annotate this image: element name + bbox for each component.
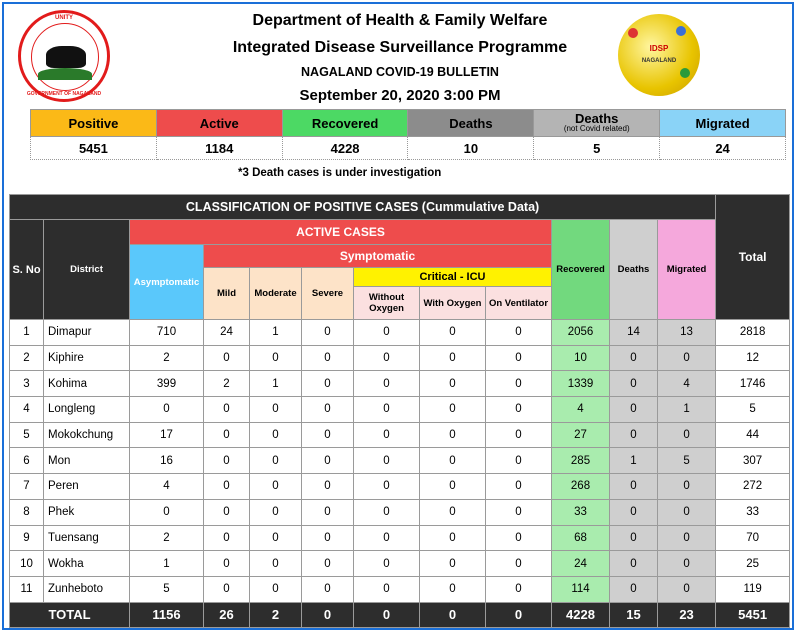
cell-without-oxygen: 0 (354, 551, 420, 577)
cell-with-oxygen: 0 (420, 525, 486, 551)
total-mild: 26 (204, 602, 250, 627)
table-row (10, 499, 790, 525)
cell-without-oxygen: 0 (354, 576, 420, 602)
cell-sno: 11 (10, 576, 44, 602)
cell-deaths: 0 (610, 397, 658, 423)
cell-asymptomatic: 17 (130, 422, 204, 448)
cell-recovered: 4 (552, 397, 610, 423)
cell-with-oxygen: 0 (420, 474, 486, 500)
header-moderate: Moderate (250, 268, 302, 320)
idsp-logo-text: IDSP (649, 44, 669, 53)
cell-sno: 10 (10, 551, 44, 577)
header-severe: Severe (302, 268, 354, 320)
summary-header-active: Active (156, 110, 282, 137)
cell-sno: 7 (10, 474, 44, 500)
header-deaths: Deaths (610, 220, 658, 320)
cell-moderate: 0 (250, 551, 302, 577)
summary-value-positive: 5451 (31, 137, 157, 160)
total-migrated: 23 (658, 602, 716, 627)
summary-value-deaths-non-covid: 5 (534, 137, 660, 160)
cell-migrated: 0 (658, 499, 716, 525)
cell-migrated: 5 (658, 448, 716, 474)
cell-on-ventilator: 0 (486, 576, 552, 602)
cell-recovered: 268 (552, 474, 610, 500)
cell-total: 119 (716, 576, 790, 602)
cell-mild: 0 (204, 551, 250, 577)
cell-sno: 5 (10, 422, 44, 448)
table-title: CLASSIFICATION OF POSITIVE CASES (Cummulative Data) (10, 195, 716, 220)
cell-sno: 6 (10, 448, 44, 474)
summary-header-deaths: Deaths (408, 110, 534, 137)
cell-asymptomatic: 0 (130, 499, 204, 525)
table-row (10, 448, 790, 474)
cell-moderate: 0 (250, 525, 302, 551)
header-critical-icu: Critical - ICU (354, 268, 552, 287)
cell-total: 5 (716, 397, 790, 423)
summary-value-active: 1184 (156, 137, 282, 160)
header-sno: S. No (10, 220, 44, 320)
cell-district: Tuensang (44, 525, 130, 551)
cell-without-oxygen: 0 (354, 320, 420, 346)
table-row (10, 551, 790, 577)
table-row (10, 422, 790, 448)
cell-migrated: 0 (658, 576, 716, 602)
cell-severe: 0 (302, 397, 354, 423)
department-title: Department of Health & Family Welfare (252, 12, 548, 29)
table-row (10, 525, 790, 551)
cell-migrated: 0 (658, 551, 716, 577)
cell-moderate: 0 (250, 576, 302, 602)
cell-without-oxygen: 0 (354, 499, 420, 525)
header-migrated: Migrated (658, 220, 716, 320)
cell-district: Mokokchung (44, 422, 130, 448)
cell-recovered: 27 (552, 422, 610, 448)
cell-migrated: 0 (658, 422, 716, 448)
cell-asymptomatic: 0 (130, 397, 204, 423)
cell-mild: 0 (204, 448, 250, 474)
cell-total: 33 (716, 499, 790, 525)
cell-moderate: 0 (250, 397, 302, 423)
cell-on-ventilator: 0 (486, 397, 552, 423)
cell-district: Kohima (44, 371, 130, 397)
summary-value-migrated: 24 (660, 137, 786, 160)
cell-recovered: 1339 (552, 371, 610, 397)
classification-table (9, 194, 790, 628)
header-asymptomatic: Asymptomatic (130, 245, 204, 320)
cell-district: Longleng (44, 397, 130, 423)
cell-severe: 0 (302, 525, 354, 551)
total-with-oxygen: 0 (420, 602, 486, 627)
cell-district: Dimapur (44, 320, 130, 346)
cell-without-oxygen: 0 (354, 371, 420, 397)
cell-sno: 1 (10, 320, 44, 346)
cell-mild: 0 (204, 422, 250, 448)
total-total: 5451 (716, 602, 790, 627)
idsp-logo-subtext: NAGALAND (641, 58, 677, 64)
cell-with-oxygen: 0 (420, 397, 486, 423)
cell-total: 70 (716, 525, 790, 551)
cell-with-oxygen: 0 (420, 448, 486, 474)
cell-district: Peren (44, 474, 130, 500)
investigation-note: *3 Death cases is under investigation (238, 167, 442, 179)
cell-with-oxygen: 0 (420, 576, 486, 602)
cell-total: 2818 (716, 320, 790, 346)
cell-mild: 24 (204, 320, 250, 346)
cell-deaths: 0 (610, 371, 658, 397)
cell-sno: 4 (10, 397, 44, 423)
cell-total: 1746 (716, 371, 790, 397)
summary-value-recovered: 4228 (282, 137, 408, 160)
cell-sno: 9 (10, 525, 44, 551)
total-without-oxygen: 0 (354, 602, 420, 627)
cell-district: Zunheboto (44, 576, 130, 602)
cell-with-oxygen: 0 (420, 422, 486, 448)
total-deaths: 15 (610, 602, 658, 627)
cell-severe: 0 (302, 422, 354, 448)
cell-asymptomatic: 710 (130, 320, 204, 346)
cell-migrated: 0 (658, 474, 716, 500)
cell-severe: 0 (302, 499, 354, 525)
total-row (10, 602, 790, 627)
cell-with-oxygen: 0 (420, 320, 486, 346)
table-row (10, 576, 790, 602)
cell-mild: 2 (204, 371, 250, 397)
cell-deaths: 0 (610, 576, 658, 602)
cell-deaths: 1 (610, 448, 658, 474)
cell-on-ventilator: 0 (486, 499, 552, 525)
cell-migrated: 4 (658, 371, 716, 397)
cell-deaths: 0 (610, 345, 658, 371)
table-row (10, 320, 790, 346)
cell-with-oxygen: 0 (420, 551, 486, 577)
cell-without-oxygen: 0 (354, 397, 420, 423)
cell-without-oxygen: 0 (354, 525, 420, 551)
cell-without-oxygen: 0 (354, 422, 420, 448)
cell-severe: 0 (302, 320, 354, 346)
header-mild: Mild (204, 268, 250, 320)
summary-header-positive: Positive (31, 110, 157, 137)
cell-deaths: 0 (610, 422, 658, 448)
cell-asymptomatic: 5 (130, 576, 204, 602)
cell-moderate: 0 (250, 422, 302, 448)
cell-moderate: 0 (250, 474, 302, 500)
cell-recovered: 68 (552, 525, 610, 551)
summary-header-deaths-non-covid: Deaths (not Covid related) (534, 110, 660, 137)
cell-on-ventilator: 0 (486, 525, 552, 551)
cell-on-ventilator: 0 (486, 320, 552, 346)
cell-total: 44 (716, 422, 790, 448)
summary-header-migrated: Migrated (660, 110, 786, 137)
seal-top-text: UNITY (55, 15, 73, 21)
cell-asymptomatic: 1 (130, 551, 204, 577)
cell-severe: 0 (302, 371, 354, 397)
cell-migrated: 0 (658, 525, 716, 551)
total-asymptomatic: 1156 (130, 602, 204, 627)
cell-moderate: 0 (250, 499, 302, 525)
cell-migrated: 1 (658, 397, 716, 423)
cell-asymptomatic: 2 (130, 525, 204, 551)
header-recovered: Recovered (552, 220, 610, 320)
cell-moderate: 1 (250, 320, 302, 346)
header-district: District (44, 220, 130, 320)
cell-district: Mon (44, 448, 130, 474)
table-row (10, 474, 790, 500)
cell-asymptomatic: 2 (130, 345, 204, 371)
summary-table (30, 109, 786, 160)
cell-mild: 0 (204, 474, 250, 500)
cell-moderate: 0 (250, 345, 302, 371)
header-without-oxygen: Without Oxygen (354, 287, 420, 320)
cell-severe: 0 (302, 576, 354, 602)
total-label: TOTAL (10, 602, 130, 627)
cell-with-oxygen: 0 (420, 345, 486, 371)
cell-sno: 8 (10, 499, 44, 525)
cell-without-oxygen: 0 (354, 448, 420, 474)
cell-district: Kiphire (44, 345, 130, 371)
cell-moderate: 0 (250, 448, 302, 474)
cell-mild: 0 (204, 499, 250, 525)
bulletin-datetime: September 20, 2020 3:00 PM (299, 87, 501, 104)
cell-with-oxygen: 0 (420, 499, 486, 525)
table-row (10, 371, 790, 397)
summary-value-deaths: 10 (408, 137, 534, 160)
cell-asymptomatic: 16 (130, 448, 204, 474)
cell-on-ventilator: 0 (486, 474, 552, 500)
cell-total: 272 (716, 474, 790, 500)
cell-severe: 0 (302, 448, 354, 474)
cell-severe: 0 (302, 551, 354, 577)
cell-migrated: 13 (658, 320, 716, 346)
cell-recovered: 10 (552, 345, 610, 371)
cell-district: Phek (44, 499, 130, 525)
cell-sno: 3 (10, 371, 44, 397)
cell-deaths: 0 (610, 499, 658, 525)
cell-on-ventilator: 0 (486, 551, 552, 577)
cell-asymptomatic: 399 (130, 371, 204, 397)
cell-asymptomatic: 4 (130, 474, 204, 500)
cell-severe: 0 (302, 474, 354, 500)
cell-mild: 0 (204, 576, 250, 602)
cell-without-oxygen: 0 (354, 345, 420, 371)
cell-district: Wokha (44, 551, 130, 577)
cell-with-oxygen: 0 (420, 371, 486, 397)
cell-on-ventilator: 0 (486, 371, 552, 397)
total-recovered: 4228 (552, 602, 610, 627)
cell-mild: 0 (204, 525, 250, 551)
cell-on-ventilator: 0 (486, 422, 552, 448)
cell-recovered: 2056 (552, 320, 610, 346)
cell-without-oxygen: 0 (354, 474, 420, 500)
cell-total: 25 (716, 551, 790, 577)
cell-on-ventilator: 0 (486, 448, 552, 474)
seal-emblem-icon (31, 23, 99, 91)
header-active-cases: ACTIVE CASES (130, 220, 552, 245)
header-with-oxygen: With Oxygen (420, 287, 486, 320)
cell-mild: 0 (204, 397, 250, 423)
cell-recovered: 24 (552, 551, 610, 577)
cell-on-ventilator: 0 (486, 345, 552, 371)
table-row (10, 397, 790, 423)
cell-sno: 2 (10, 345, 44, 371)
cell-severe: 0 (302, 345, 354, 371)
header-total: Total (716, 195, 790, 320)
cell-deaths: 0 (610, 551, 658, 577)
total-on-ventilator: 0 (486, 602, 552, 627)
cell-deaths: 0 (610, 525, 658, 551)
table-row (10, 345, 790, 371)
header-on-ventilator: On Ventilator (486, 287, 552, 320)
summary-header-recovered: Recovered (282, 110, 408, 137)
total-severe: 0 (302, 602, 354, 627)
total-moderate: 2 (250, 602, 302, 627)
seal-bottom-text: GOVERNMENT OF NAGALAND (26, 91, 102, 97)
cell-migrated: 0 (658, 345, 716, 371)
cell-moderate: 1 (250, 371, 302, 397)
cell-deaths: 14 (610, 320, 658, 346)
header-symptomatic: Symptomatic (204, 245, 552, 268)
cell-recovered: 285 (552, 448, 610, 474)
cell-recovered: 33 (552, 499, 610, 525)
cell-deaths: 0 (610, 474, 658, 500)
cell-total: 307 (716, 448, 790, 474)
bulletin-title: NAGALAND COVID-19 BULLETIN (301, 65, 499, 79)
cell-mild: 0 (204, 345, 250, 371)
cell-recovered: 114 (552, 576, 610, 602)
programme-title: Integrated Disease Surveillance Programme (232, 39, 568, 56)
cell-total: 12 (716, 345, 790, 371)
